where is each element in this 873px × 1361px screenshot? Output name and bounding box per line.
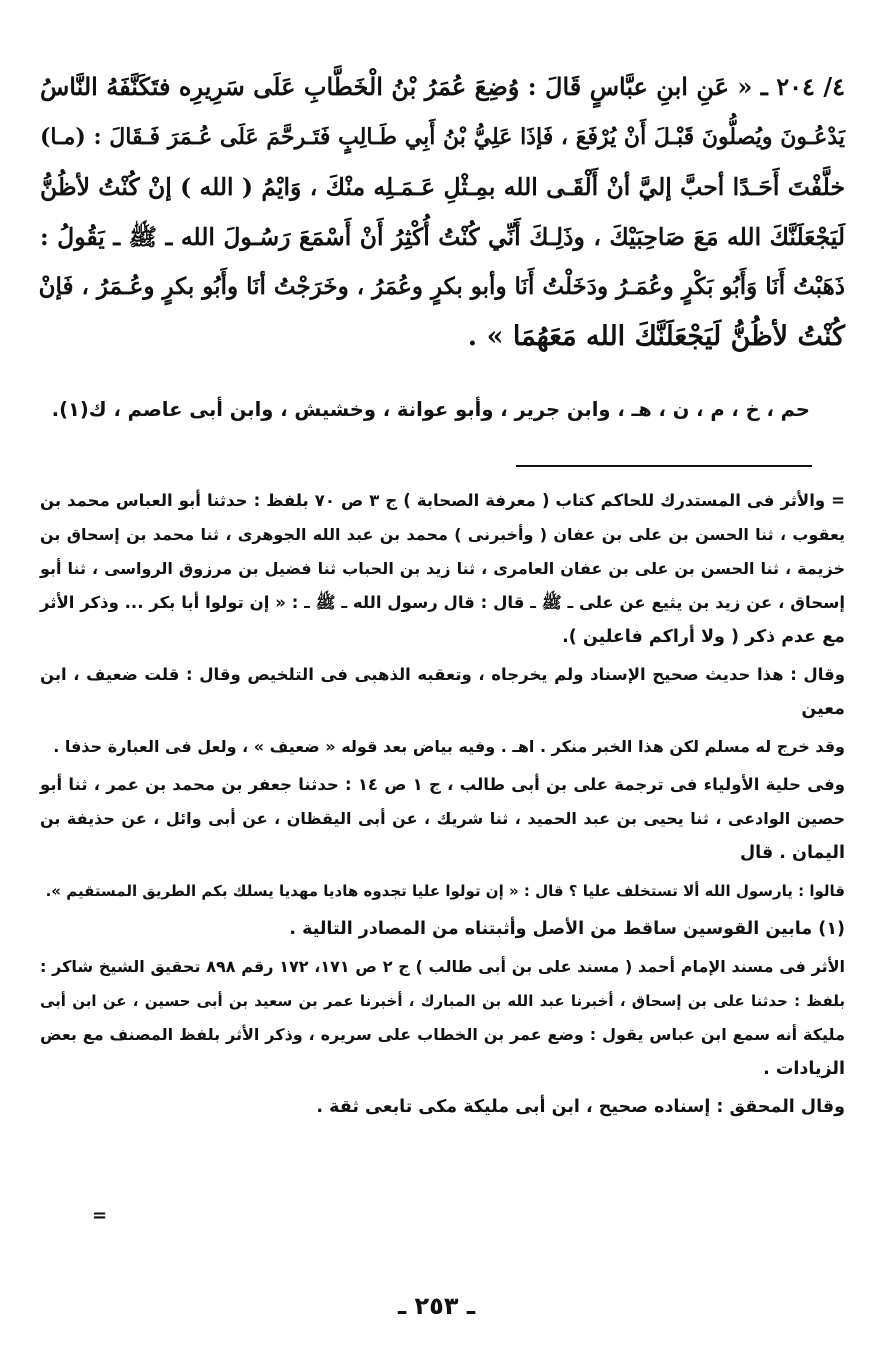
footnote-line: معين [801,699,845,719]
hadith-line: يَدْعُـونَ ويُصلُّونَ قَبْـلَ أَنْ يُرْفَعَ ، فَإذَا عَلِيُّ بْنُ أَبِي طَـالِبٍ فَتَـرحَّمَ عَلَى عُـمَرَ فَـقَالَ : (مـا) [40,124,845,150]
footnote-paragraph [40,658,845,726]
hadith-line: ذَهَبْتُ أَنَا وَأَبُو بَكْرٍ وعُمَـرُ ودَخَلْتُ أَنَا وأبو بكرٍ وعُمَرُ ، وخَرَجْتُ أنَا وأَبُو بكرٍ وعُـمَرُ ، فَإنْ [38,273,845,300]
footnote-line: (١) مابين القوسين ساقط من الأصل وأثبتناه من المصادر التالية . [289,919,845,939]
continuation-mark: = [92,1205,108,1226]
footnote-line: يعقوب ، ثنا الحسن بن على بن عفان ( وأخبرنى ) محمد بن عبد الله الجوهرى ، ثنا محمد بن إسحاق بن [40,525,845,544]
footnote-paragraph [40,1090,845,1124]
footnote-line: خزيمة ، ثنا الحسن بن على بن عفان العامرى ، ثنا زيد بن الحباب ثنا فضيل بن مرزوق الرواسى ، ثنا أبو [40,559,845,578]
footnote-line: وقال المحقق : إسناده صحيح ، ابن أبى مليكة مكى تابعى ثقة . [316,1097,845,1117]
footnote-line: الزيادات . [763,1059,845,1079]
footnote-paragraph [40,730,845,764]
footnote-line: حصين الوادعى ، ثنا يحيى بن عبد الحميد ، ثنا شريك ، عن أبى اليقظان ، عن أبى وائل ، عن حذيفة بن [40,809,845,828]
footnote-line: مليكة أنه سمع ابن عباس يقول : وضع عمر بن الخطاب على سريره ، وذكر الأثر بلفظ المصنف مع بعض [40,1025,845,1044]
footnote-line: = والأثر فى المستدرك للحاكم كتاب ( معرفة الصحابة ) ج ٣ ص ٧٠ بلفظ : حدثنا أبو العباس محمد بن [40,491,845,510]
footnote-line: اليمان . قال [740,843,845,863]
hadith-line: خلَّفْتَ أَحَـدًا أحبَّ إليَّ أنْ أَلْقَـى الله بمِـثْلِ عَـمَـلِه منْكَ ، وَايْمُ ( الله ) إنْ كُنْتُ لأظُنُّ [40,173,845,201]
footnote-line: قالوا : يارسول الله ألا تستخلف عليا ؟ قال : « إن تولوا عليا تجدوه هاديا مهديا يسلك بكم الطريق المستقيم ». [45,882,845,900]
hadith-text [40,62,845,362]
footnote-line: وفى حلية الأولياء فى ترجمة على بن أبى طالب ، ج ١ ص ١٤ : حدثنا جعفر بن محمد بن عمر ، ثنا أبو [40,775,845,794]
footnote-paragraph [40,874,845,908]
footnote-paragraph [40,912,845,946]
footnote-line: وقال : هذا حديث صحيح الإسناد ولم يخرجاه ، وتعقبه الذهبى فى التلخيص وقال : قلت ضعيف ، ابن [40,665,845,684]
page-number: ـ ٢٥٣ ـ [397,1292,476,1320]
hadith-line: لَيَجْعَلَنَّكَ الله مَعَ صَاحِبَيْكَ ، وذَلِـكَ أَنِّي كُنْتُ أُكْثِرُ أَنْ أَسْمَعَ رَسُـولَ الله ـ ﷺ ـ يَقُولُ : [40,223,845,251]
hadith-line: ٤/ ٢٠٤ ـ « عَنِ ابنِ عبَّاسٍ قَالَ : وُضِعَ عُمَرُ بْنُ الْخَطَّابِ عَلَى سَرِيرِه فتَكَنَّفَهُ النَّاسُ [40,72,846,101]
footnote-paragraph [40,484,845,654]
footnote-line: وقد خرج له مسلم لكن هذا الخبر منكر . اهـ . وفيه بياض بعد قوله « ضعيف » ، ولعل فى العبارة حذفا . [53,737,845,756]
footnote-line: مع عدم ذكر ( ولا أراكم فاعلين ). [562,627,845,647]
hadith-line: كُنْتُ لأظُنُّ لَيَجْعَلَنَّكَ الله مَعَهُمَا » . [467,321,845,352]
footnote-divider [516,465,812,467]
footnote-line: الأثر فى مسند الإمام أحمد ( مسند على بن أبى طالب ) ج ٢ ص ١٧١، ١٧٢ رقم ٨٩٨ تحقيق الشيخ شاكر : [40,957,846,976]
hadith-sources: حم ، خ ، م ، ن ، هـ ، وابن جرير ، وأبو عوانة ، وخشيش ، وابن أبى عاصم ، ك(١). [51,398,810,421]
footnote-line: بلفظ : حدثنا على بن إسحاق ، أخبرنا عبد الله بن المبارك ، أخبرنا عمر بن سعيد بن أبى حسين ، عن ابن أبى [40,992,845,1010]
footnote-line: إسحاق ، عن زيد بن يثيع عن على ـ ﷺ ـ قال : قال رسول الله ـ ﷺ ـ : « إن تولوا أبا بكر ... وذكر الأثر [40,593,845,612]
footnote-paragraph [40,768,845,870]
footnote-paragraph [40,950,845,1086]
footnotes [40,484,845,1128]
